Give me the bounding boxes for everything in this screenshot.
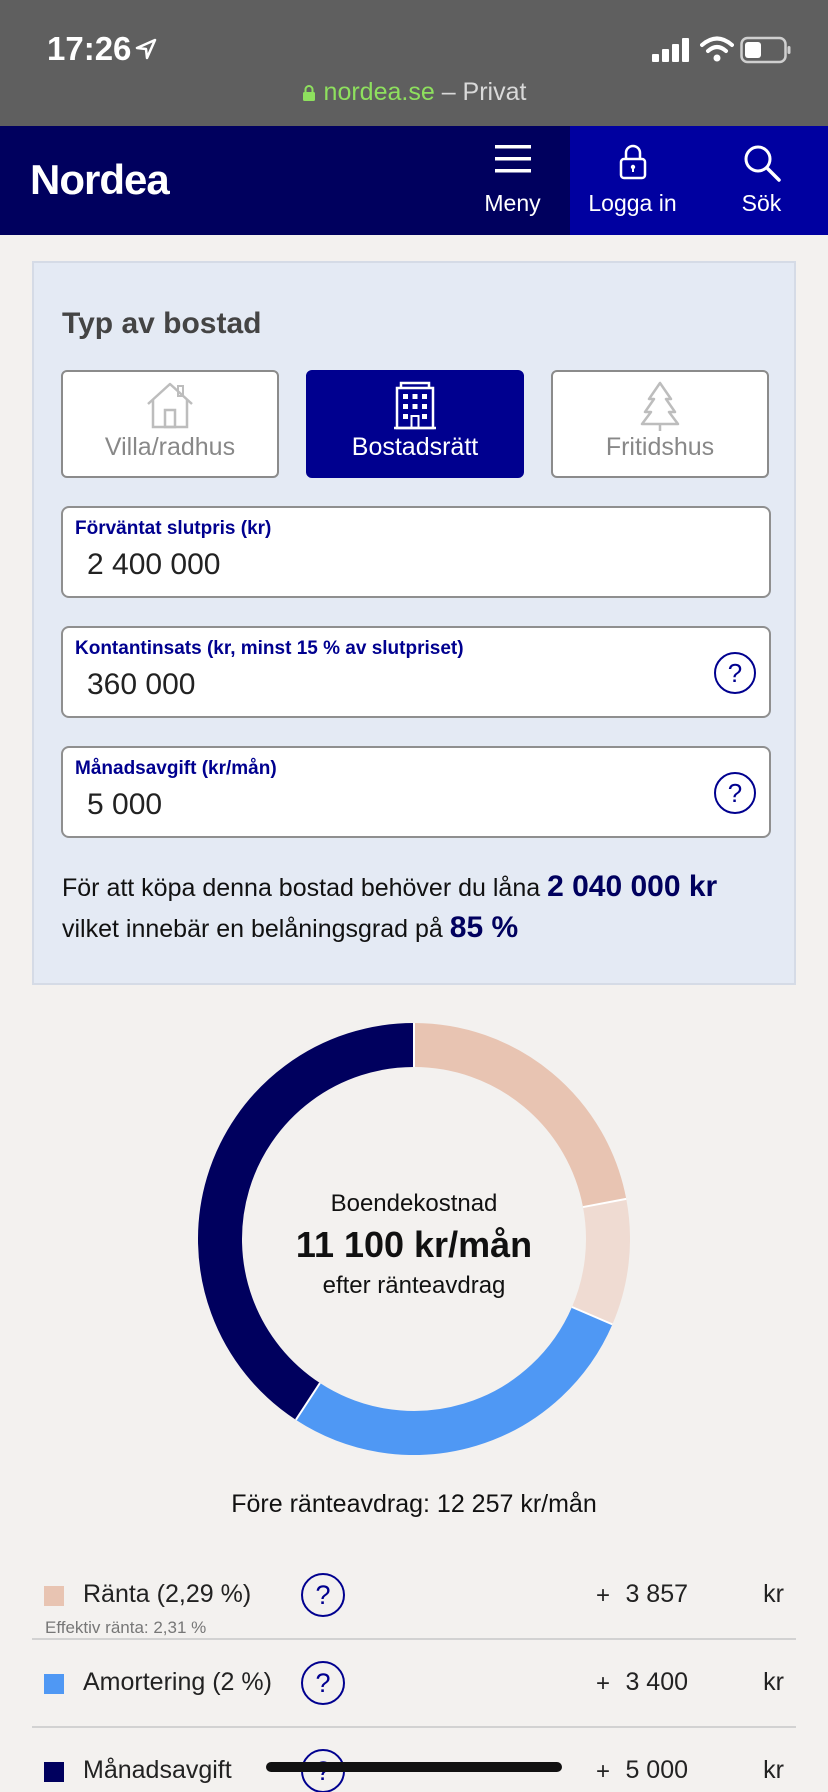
donut-slice-0 xyxy=(414,1045,605,1203)
housing-type-bostadsratt-label: Bostadsrätt xyxy=(351,433,479,461)
plus-sign: + xyxy=(596,1670,611,1697)
legend-swatch xyxy=(44,1762,64,1782)
search-icon xyxy=(743,144,781,182)
summary-text-2: vilket innebär en belåningsgrad på xyxy=(62,915,450,943)
nordea-logo[interactable]: Nordea xyxy=(30,156,169,203)
menu-button[interactable] xyxy=(455,126,570,235)
breakdown-row-amortization xyxy=(32,1640,796,1728)
housing-type-villa-button[interactable] xyxy=(61,370,279,478)
loan-amount: 2 040 000 kr xyxy=(547,870,718,903)
donut-center-label xyxy=(230,1190,598,1300)
effective-rate-text: Effektiv ränta: 2,31 % xyxy=(45,1618,207,1637)
url-bar[interactable] xyxy=(0,78,828,107)
down-payment-field[interactable] xyxy=(61,626,771,718)
donut-title: Boendekostnad xyxy=(330,1190,498,1217)
breakdown-amount: 3 400 xyxy=(625,1668,688,1696)
site-header xyxy=(0,126,828,235)
svg-text:?: ? xyxy=(727,778,743,808)
cost-before-deduction: Före ränteavdrag: 12 257 kr/mån xyxy=(231,1490,597,1518)
breakdown-label: Amortering (2 %) xyxy=(83,1668,272,1696)
breakdown-amount: 5 000 xyxy=(625,1756,688,1784)
currency-unit: kr xyxy=(763,1580,784,1608)
help-icon[interactable] xyxy=(300,1572,346,1618)
location-arrow-icon xyxy=(135,38,157,60)
price-field[interactable] xyxy=(61,506,771,598)
status-bar xyxy=(0,0,828,126)
hamburger-menu-icon xyxy=(495,144,531,174)
breakdown-label: Ränta (2,29 %) xyxy=(83,1580,252,1608)
summary-text-1: För att köpa denna bostad behöver du låna xyxy=(62,874,548,902)
search-label: Sök xyxy=(741,190,782,216)
battery-icon xyxy=(740,36,792,64)
plus-sign: + xyxy=(596,1582,611,1609)
down-payment-field-label: Kontantinsats (kr, minst 15 % av slutpriset) xyxy=(75,638,464,659)
housing-type-fritidshus-label: Fritidshus xyxy=(605,433,715,461)
monthly-fee-field[interactable] xyxy=(61,746,771,838)
status-time: 17:26 xyxy=(47,30,132,67)
cellular-signal-icon xyxy=(652,38,692,62)
breakdown-amount: 3 857 xyxy=(625,1580,688,1608)
svg-text:?: ? xyxy=(315,1580,331,1610)
monthly-fee-field-label: Månadsavgift (kr/mån) xyxy=(75,758,277,779)
price-input[interactable]: 2 400 000 xyxy=(87,548,221,581)
donut-center-value: 11 100 kr/mån xyxy=(295,1224,533,1265)
help-icon[interactable] xyxy=(713,771,757,815)
menu-label: Meny xyxy=(484,190,541,216)
home-indicator[interactable] xyxy=(266,1762,562,1772)
svg-text:?: ? xyxy=(727,658,743,688)
price-field-label: Förväntat slutpris (kr) xyxy=(75,518,272,539)
loan-summary xyxy=(62,867,782,949)
padlock-icon xyxy=(619,144,647,180)
legend-swatch xyxy=(44,1674,64,1694)
housing-type-heading: Typ av bostad xyxy=(62,307,262,340)
housing-type-bostadsratt-button[interactable] xyxy=(306,370,524,478)
down-payment-input[interactable]: 360 000 xyxy=(87,668,196,701)
currency-unit: kr xyxy=(763,1756,784,1784)
wifi-icon xyxy=(700,36,734,62)
donut-center-subtitle: efter ränteavdrag xyxy=(322,1272,506,1299)
help-icon[interactable] xyxy=(713,651,757,695)
housing-calculator-form xyxy=(32,261,796,985)
apartment-building-icon xyxy=(392,380,438,430)
monthly-fee-input[interactable]: 5 000 xyxy=(87,788,163,821)
breakdown-label: Månadsavgift xyxy=(83,1756,232,1784)
donut-slice-2 xyxy=(308,1316,592,1433)
help-icon[interactable] xyxy=(300,1660,346,1706)
breakdown-row-monthly-fee xyxy=(32,1728,796,1792)
login-label: Logga in xyxy=(588,190,677,216)
housing-type-villa-label: Villa/radhus xyxy=(104,433,236,461)
login-button[interactable] xyxy=(570,126,695,235)
url-suffix: – Privat xyxy=(434,78,527,106)
svg-text:?: ? xyxy=(315,1668,331,1698)
plus-sign: + xyxy=(596,1758,611,1785)
url-domain: nordea.se xyxy=(323,78,435,106)
house-icon xyxy=(144,380,196,430)
housing-type-fritidshus-button[interactable] xyxy=(551,370,769,478)
breakdown-row-interest xyxy=(32,1552,796,1640)
lock-icon xyxy=(302,84,316,102)
currency-unit: kr xyxy=(763,1668,784,1696)
loan-to-value: 85 % xyxy=(449,911,519,944)
search-button[interactable] xyxy=(695,126,828,235)
tree-icon xyxy=(637,380,683,432)
legend-swatch xyxy=(44,1586,64,1606)
